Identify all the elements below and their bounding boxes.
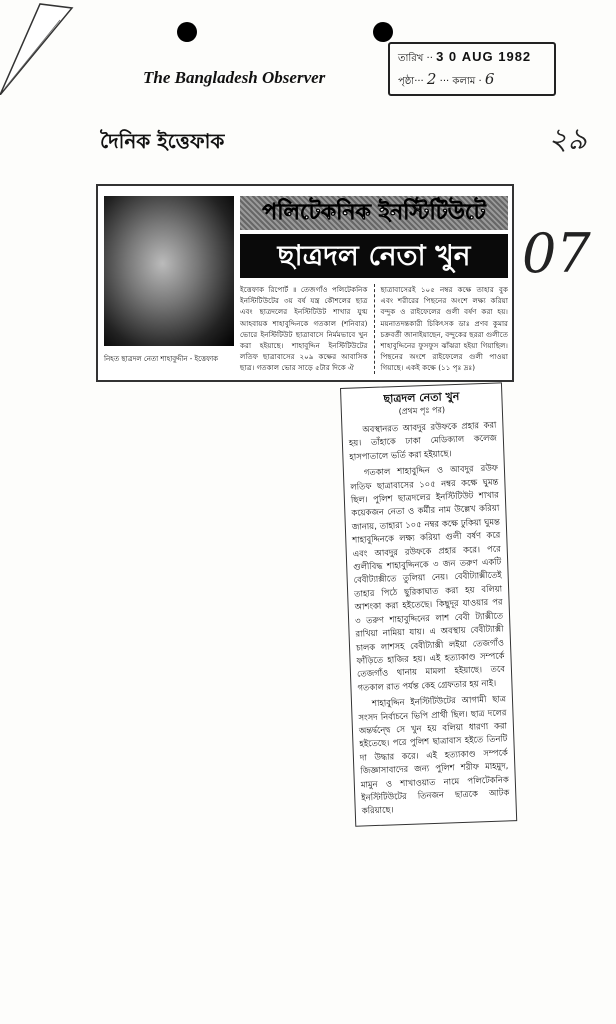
punch-hole [177, 22, 197, 42]
paragraph: গতকাল শাহাবুদ্দিন ও আবদুর রউফ লতিফ ছাত্রাবাসের ১০৫ নম্বর কক্ষে ঘুমন্ত ছিল। পুলিশ ছাত্রদলের ইনস্টিটিউট শাখার কয়েকজন নেতা ও কর্মীর নাম উল্লেখ করিয়া জানায়, তাহারা ১০৫ নম্বর কক্ষে ঢুকিয়া ঘুমন্ত শাহাবুদ্দিনকে লক্ষ্য করিয়া গুলী বর্ষণ করে এবং আবদুর রউফকে প্রহার করে। পরে গুলীবিদ্ধ শাহাবুদ্দিনকে ৩ জন তরুণ একটি বেবীট্যাক্সীতে তুলিয়া নেয়। বেবীট্যাক্সীতেই তাহার পিঠে ছুরিকাঘাত করা হয় বলিয়া আশংকা করা হইতেছে। কিছুদূর যাওয়ার পর ৩ তরুণ শাহাবুদ্দিনের লাশ বেবী ট্যাক্সীতে রাখিয়া নামিয়া যায়। এ অবস্থায় বেবীট্যাক্সী চালক লাশসহ বেবীট্যাক্সী লইয়া তেজগাঁও ফাঁড়িতে হাজির হয়। এই হত্যাকাণ্ড সম্পর্কে তেজগাঁও থানায় মামলা হইয়াছে। তবে গতকাল রাত পর্যন্ত কেহ গ্রেফতার হয় নাই। [350, 462, 506, 693]
photo-block [104, 196, 234, 374]
paragraph: অবস্থানরত আবদুর রউফকে প্রহার করা হয়। তাঁহাকে ঢাকা মেডিক্যাল কলেজ হাসপাতালে ভর্তি করা হইয়াছে। [348, 419, 498, 462]
paragraph: শাহাবুদ্দিন ইনস্টিটিউটের আগামী ছাত্র সংসদ নির্বাচনে ভিপি প্রার্থী ছিল। ছাত্র দলের অন্তর্দ্বন্দ্বে সে খুন হয় বলিয়া ধারণা করা হইতেছে। পরে পুলিশ ছাত্রাবাস হইতে তিনটি দা উদ্ধার করে। এই হত্যাকাণ্ড সম্পর্কে জিজ্ঞাসাবাদের জন্য পুলিশ শরীফ মাহমুদ, মামুন ও শাখাওয়াত নামে পলিটেকনিক ইনস্টিটিউটের তিনজন ছাত্রকে আটক করিয়াছে। [358, 693, 510, 816]
continuation-clipping [340, 382, 517, 826]
stamp-date-label: তারিখ [398, 53, 424, 64]
headline-main: ছাত্রদল নেতা খুন [240, 234, 508, 278]
stamp-column-label: কলাম [452, 76, 476, 87]
handwritten-side-number: 07 [522, 222, 591, 285]
date-stamp: তারিখ ·· 3 0 AUG 1982 পৃষ্ঠা··· 2 ··· কলাম · 6 [388, 42, 556, 96]
headline-top: পলিটেকনিক ইনস্টিটিউটে [240, 196, 508, 230]
continuation-subtitle: (প্রথম পৃঃ পর) [398, 405, 446, 416]
punch-hole [373, 22, 393, 42]
folded-corner [0, 0, 80, 95]
article-column-1: ইত্তেফাক রিপোর্ট ॥ তেজগাঁও পলিটেকনিক ইনস্টিটিউটের ৩য় বর্ষ যন্ত্র কৌশলের ছাত্র এবং ছাত্রদলের ইনস্টিটিউট শাখার যুগ্ম আহবায়ক শাহাবুদ্দিনকে গতকাল (শনিবার) ভোরে ইনস্টিটিউট ছাত্রাবাসে নির্মমভাবে খুন করা হইয়াছে। শাহাবুদ্দিন ইনস্টিটিউটের লতিফ ছাত্রাবাসের ২০৯ কক্ষের আবাসিক ছাত্র। গতকাল ভোর সাড়ে ৫টার দিকে ঐ [240, 285, 368, 373]
article-column-2: ছাত্রাবাসেরই ১০৫ নম্বর কক্ষে তাহার বুক এবং শরীরের পিছনের অংশে লক্ষ্য করিয়া বন্দুক ও রাইফেলের গুলী বর্ষণ করা হয়। ময়নাতদন্তকারী চিকিৎসক ডাঃ প্রণব কুমার চক্রবর্তী জানাইয়াছেন, বন্দুকের ছররা গুলীতে শাহাবুদ্দিনের ফুসফুস ঝাঁঝরা হইয়া গিয়াছিল। পিছনের অংশে রাইফেলের গুলী পাওয়া গিয়াছে। একই কক্ষে (১১ পৃঃ দ্রঃ) [380, 285, 508, 373]
article-columns [240, 284, 508, 374]
stamp-page-label: পৃষ্ঠা [398, 76, 415, 87]
photo-caption: নিহত ছাত্রদল নেতা শাহাবুদ্দীন - ইত্তেফাক [104, 355, 219, 363]
article-clipping [96, 184, 514, 382]
article-body [240, 196, 508, 374]
column-divider [374, 284, 375, 374]
stamp-column-value: 6 [484, 70, 495, 88]
handwritten-number: ২৯ [548, 122, 587, 157]
newspaper-masthead: The Bangladesh Observer [143, 68, 326, 87]
victim-photo [104, 196, 234, 346]
stamp-date: 3 0 AUG 1982 [436, 49, 532, 64]
continuation-title: ছাত্রদল নেতা খুন [383, 389, 460, 406]
source-newspaper: দৈনিক ইত্তেফাক [100, 129, 225, 153]
stamp-page-value: 2 [426, 70, 437, 88]
